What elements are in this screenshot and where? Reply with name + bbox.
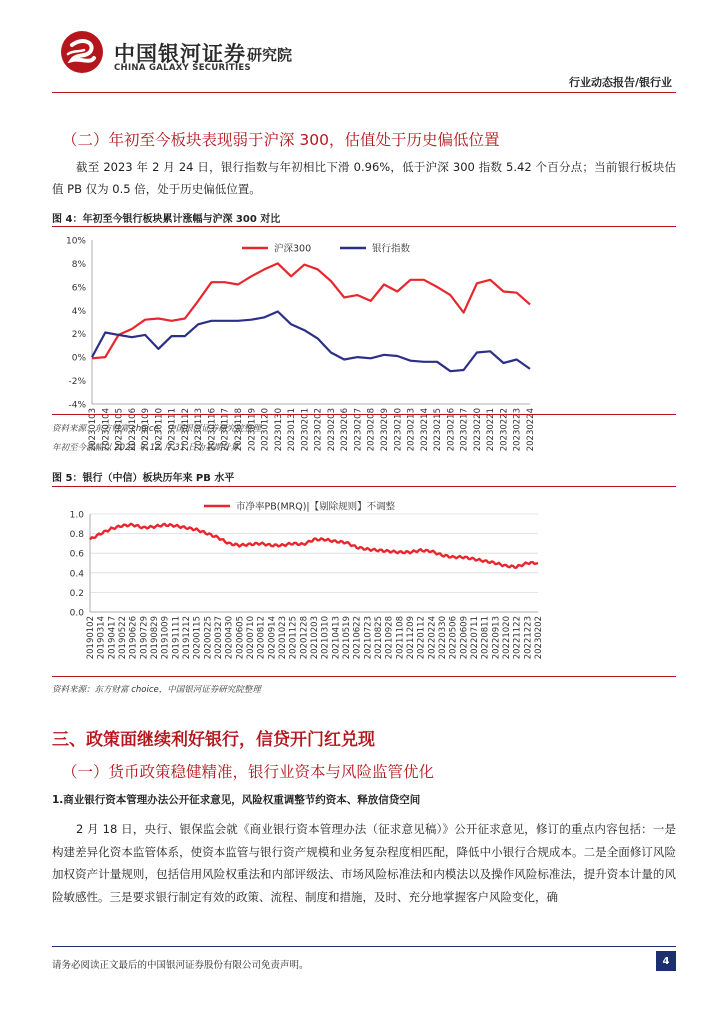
x-tick-label: 20200430 [224,616,235,660]
x-tick-label: 20230206 [340,408,351,452]
x-tick-label: 20220224 [427,616,438,660]
y-tick-label: 1.0 [69,510,84,521]
x-tick-label: 20230217 [459,408,470,452]
page-number: 4 [656,951,676,971]
x-tick-label: 20200605 [235,616,246,660]
y-tick-label: 10% [65,236,86,247]
x-tick-label: 20230220 [472,408,483,452]
x-tick-label: 20220506 [448,616,459,660]
x-tick-label: 20200710 [246,616,256,660]
x-tick-label: 20230103 [88,408,98,452]
item-heading: 1.商业银行资本管理办法公开征求意见，风险权重调整节约资本、释放信贷空间 [52,794,421,806]
x-tick-label: 20210928 [384,616,395,660]
figure-title: 图 5：银行（中信）板块历年来 PB 水平 [52,473,235,484]
x-tick-label: 20230105 [114,408,125,452]
header-divider [52,92,676,93]
figure-top-rule [52,486,676,487]
x-tick-label: 20230113 [194,408,205,452]
x-tick-label: 20230201 [300,408,311,452]
x-tick-label: 20210310 [320,616,331,660]
x-tick-label: 20230208 [366,408,377,452]
x-tick-label: 20191009 [160,616,171,660]
x-tick-label: 20190626 [128,616,139,660]
brand-name-cn: 中国银河证券 [114,42,246,66]
y-tick-label: 0.2 [69,588,84,599]
y-tick-label: 0.6 [69,549,84,560]
x-tick-label: 20220913 [491,616,502,660]
x-tick-label: 20211209 [406,616,416,660]
x-tick-label: 20220811 [480,616,491,660]
x-tick-label: 20230221 [486,408,497,452]
x-tick-label: 20230203 [326,408,337,452]
x-tick-label: 20230110 [154,408,165,452]
pb-level-chart [52,490,676,672]
x-tick-label: 20220112 [416,616,427,660]
x-tick-label: 20190417 [107,616,118,660]
brand-name-en: CHINA GALAXY SECURITIES [114,63,251,73]
x-tick-label: 20210825 [374,616,384,660]
figure-bottom-rule [52,414,676,415]
x-tick-label: 20230222 [499,408,510,452]
x-tick-label: 20221223 [523,616,534,660]
x-tick-label: 20190522 [118,616,128,660]
x-tick-label: 20220609 [459,616,470,660]
figure-title: 图 4：年初至今银行板块累计涨幅与沪深 300 对比 [52,214,281,225]
y-tick-label: 0.8 [69,530,84,541]
y-tick-label: 2% [71,330,86,341]
legend-label: 市净率PB(MRQ)|【剔除规则】不调整 [236,501,396,513]
x-tick-label: 20200914 [267,616,278,660]
report-tag: 行业动态报告/银行业 [568,76,672,89]
x-tick-label: 20201023 [278,616,288,660]
y-tick-label: 8% [71,259,86,270]
x-tick-label: 20230216 [446,408,457,452]
legend-label: 沪深300 [274,243,312,255]
figure-bottom-rule [52,676,676,677]
x-tick-label: 20200225 [203,616,214,660]
x-tick-label: 20230131 [287,408,298,452]
figure-note: 年初至今涨幅以 2022 年 12 月 31 日为基期计算 [52,443,239,453]
x-tick-label: 20230118 [234,408,244,452]
x-tick-label: 20230104 [101,408,112,452]
brand-institute: 研究院 [247,46,293,64]
x-tick-label: 20230213 [406,408,417,452]
x-tick-label: 20230130 [273,408,284,452]
section-paragraph: 2 月 18 日，央行、银保监会就《商业银行资本管理办法（征求意见稿）》公开征求意见，修订的重点内容包括：一是构建差异化资本监管体系，使资本监管与银行资产规模和业务复杂程度相匹配，降低中小银行合规成本。二是全面修订风险加权资产计量规则，包括信用风险权重法和内部评级法、市场风险标准法和内模法以及操作风险标准法，提升资本计量的风险敏感性。三是要求银行制定有效的政策、流程、制度和措施，及时、充分地掌握客户风险变化，确 [52,822,676,904]
y-tick-label: -4% [68,400,86,411]
x-tick-label: 20200327 [214,616,224,660]
x-tick-label: 20210519 [342,616,352,660]
y-tick-label: 0.4 [69,569,84,580]
subsection-heading: （一）货币政策稳健精准，银行业资本与风险监管优化 [62,763,435,781]
y-tick-label: 6% [71,283,86,294]
x-tick-label: 20191212 [182,616,192,660]
x-tick-label: 20221020 [502,616,512,660]
x-tick-label: 20230112 [180,408,191,452]
x-tick-label: 20210622 [352,616,363,660]
x-tick-label: 20211108 [395,616,406,660]
x-tick-label: 20230116 [207,408,218,452]
galaxy-logo-icon [60,30,104,74]
x-tick-label: 20191111 [171,616,182,660]
x-tick-label: 20220330 [438,616,448,660]
x-tick-label: 20210723 [363,616,374,660]
x-tick-label: 20230224 [526,408,536,452]
section-heading: （二）年初至今板块表现弱于沪深 300，估值处于历史偏低位置 [62,131,500,149]
x-tick-label: 20221122 [512,616,523,660]
x-tick-label: 20230209 [380,408,390,452]
figure-top-rule [52,226,676,227]
x-tick-label: 20230109 [141,408,152,452]
x-tick-label: 20230120 [260,408,271,452]
x-tick-label: 20230111 [167,408,178,452]
legend-label: 银行指数 [372,243,411,255]
y-tick-label: 4% [71,306,86,317]
x-tick-label: 20201228 [299,616,310,660]
section-paragraph: 截至 2023 年 2 月 24 日，银行指数与年初相比下滑 0.96%，低于沪深 300 指数 5.42 个百分点；当前银行板块估值 PB 仅为 0.5 倍，处于历史偏低位置。 [52,160,676,196]
y-tick-label: 0.0 [69,608,84,619]
x-tick-label: 20210203 [310,616,320,660]
x-tick-label: 20230119 [247,408,258,452]
x-tick-label: 20201125 [288,616,299,660]
series-line [90,524,538,568]
x-tick-label: 20230106 [127,408,138,452]
x-tick-label: 20190729 [139,616,150,660]
x-tick-label: 20200115 [192,616,203,660]
series-line [92,312,530,372]
y-tick-label: -2% [68,377,86,388]
x-tick-label: 20230210 [393,408,404,452]
x-tick-label: 20190829 [150,616,160,660]
x-tick-label: 20230207 [353,408,364,452]
y-tick-label: 0% [71,353,86,364]
x-tick-label: 20230215 [433,408,444,452]
x-tick-label: 20230214 [419,408,430,452]
series-line [92,263,530,358]
footer-divider [52,946,676,947]
footer-disclaimer: 请务必阅读正文最后的中国银河证券股份有限公司免责声明。 [52,960,309,971]
x-tick-label: 20230117 [220,408,231,452]
figure-source: 资料来源：东方财富 choice，中国银河证券研究院整理 [52,424,261,434]
x-tick-label: 20210413 [331,616,342,660]
x-tick-label: 20230202 [534,616,544,660]
x-tick-label: 20190314 [96,616,107,660]
x-tick-label: 20220711 [470,616,480,660]
x-tick-label: 20190102 [86,616,96,660]
x-tick-label: 20200812 [256,616,267,660]
section-heading: 三、政策面继续利好银行，信贷开门红兑现 [52,730,375,750]
x-tick-label: 20230202 [313,408,324,452]
x-tick-label: 20230223 [512,408,523,452]
figure-source: 资料来源：东方财富 choice，中国银河证券研究院整理 [52,685,261,695]
